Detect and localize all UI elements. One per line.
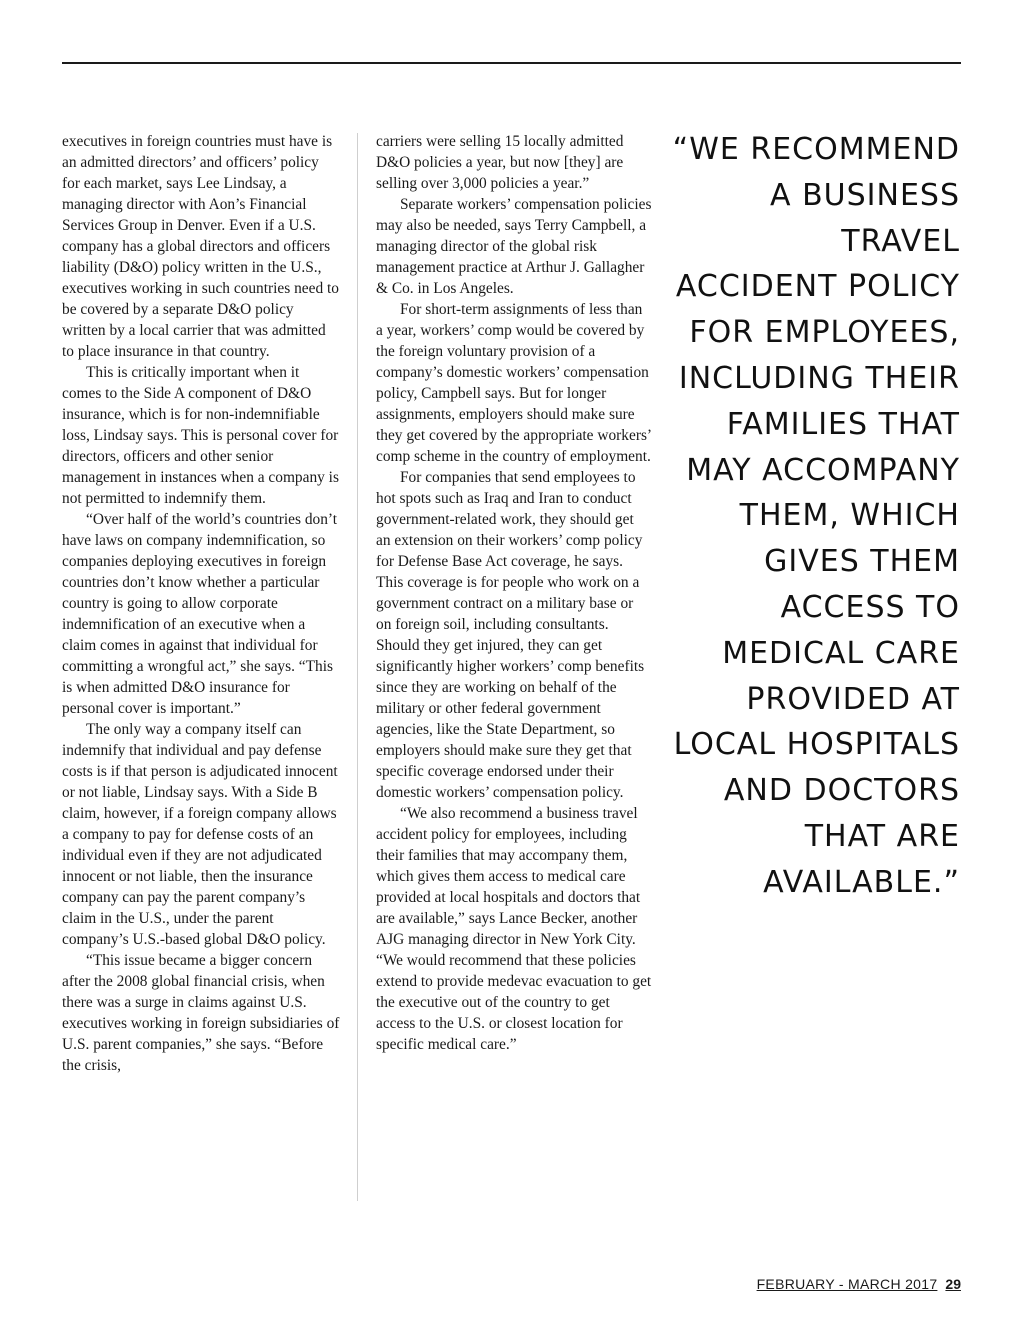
article-column-middle <box>376 131 652 1055</box>
column-divider <box>357 133 358 1201</box>
paragraph: executives in foreign countries must have is an admitted directors’ and officers’ policy for each market, says Lee Lindsay, a managing director with Aon’s Financial Services Group in Denver. Even if a U.S. company has a global directors and officers liability (D&O) policy written in the U.S., executives working in such countries need to be covered by a separate D&O policy written by a local carrier that was admitted to place insurance in that country. <box>62 133 339 360</box>
paragraph: “This issue became a bigger concern after the 2008 global financial crisis, when there was a surge in claims against U.S. executives working in foreign subsidiaries of U.S. parent companies,” she says. “Before the crisis, <box>62 952 340 1074</box>
paragraph: “We also recommend a business travel accident policy for employees, including their families that may accompany them, which gives them access to medical care provided at local hospitals and doctors that are available,” says Lance Becker, another AJG managing director in New York City. “We would recommend that these policies extend to provide medevac evacuation to get the executive out of the country to get access to the U.S. or closest location for specific medical care.” <box>376 805 652 1053</box>
article-column-left <box>62 131 340 1076</box>
paragraph: This is critically important when it comes to the Side A component of D&O insurance, which is for non-indemnifiable loss, Lindsay says. This is personal cover for directors, officers and other senior management in instances when a company is not permitted to indemnify them. <box>62 364 339 507</box>
paragraph: For companies that send employees to hot spots such as Iraq and Iran to conduct government-related work, they should get an extension on their workers’ comp policy for Defense Base Act coverage, he says. This coverage is for people who work on a government contract on a military base or on foreign soil, including consultants. Should they get injured, they can get significantly higher workers’ comp benefits since they are working on behalf of the military or other federal government agencies, like the State Department, so employers should make sure they get that specific coverage endorsed under their domestic workers’ compensation policy. <box>376 469 645 801</box>
page-number: 29 <box>945 1276 961 1292</box>
paragraph: The only way a company itself can indemnify that individual and pay defense costs is if that person is adjudicated innocent or not liable, Lindsay says. With a Side B claim, however, if a foreign company allows a company to pay for defense costs of an individual even if they are not adjudicated innocent or not liable, then the insurance company can pay the parent company’s claim in the U.S., under the parent company’s U.S.-based global D&O policy. <box>62 721 338 948</box>
paragraph: carriers were selling 15 locally admitted D&O policies a year, but now [they] are selling over 3,000 policies a year.” <box>376 133 624 192</box>
issue-date: FEBRUARY - MARCH 2017 <box>756 1276 938 1292</box>
paragraph: Separate workers’ compensation policies may also be needed, says Terry Campbell, a managing director of the global risk management practice at Arthur J. Gallagher & Co. in Los Angeles. <box>376 196 652 297</box>
page-footer <box>757 1276 961 1292</box>
pull-quote: “WE RECOMMEND A BUSINESS TRAVEL ACCIDENT POLICY FOR EMPLOYEES, INCLUDING THEIR FAMILIES THAT MAY ACCOMPANY THEM, WHICH GIVES THEM ACCESS TO MEDICAL CARE PROVIDED AT LOCAL HOSPITALS AND DOCTORS THAT ARE AVAILABLE.” <box>672 132 960 900</box>
paragraph: “Over half of the world’s countries don’t have laws on company indemnification, so companies deploying executives in foreign countries don’t know whether a particular country is going to allow corporate indemnification of an executive when a claim comes in against that individual for committing a wrongful act,” she says. “This is when admitted D&O insurance for personal cover is important.” <box>62 511 338 717</box>
paragraph: For short-term assignments of less than a year, workers’ comp would be covered by the foreign voluntary provision of a company’s domestic workers’ compensation policy, Campbell says. But for longer assignments, employers should make sure they get covered by the appropriate workers’ comp scheme in the country of employment. <box>376 301 651 465</box>
top-rule <box>62 62 961 64</box>
